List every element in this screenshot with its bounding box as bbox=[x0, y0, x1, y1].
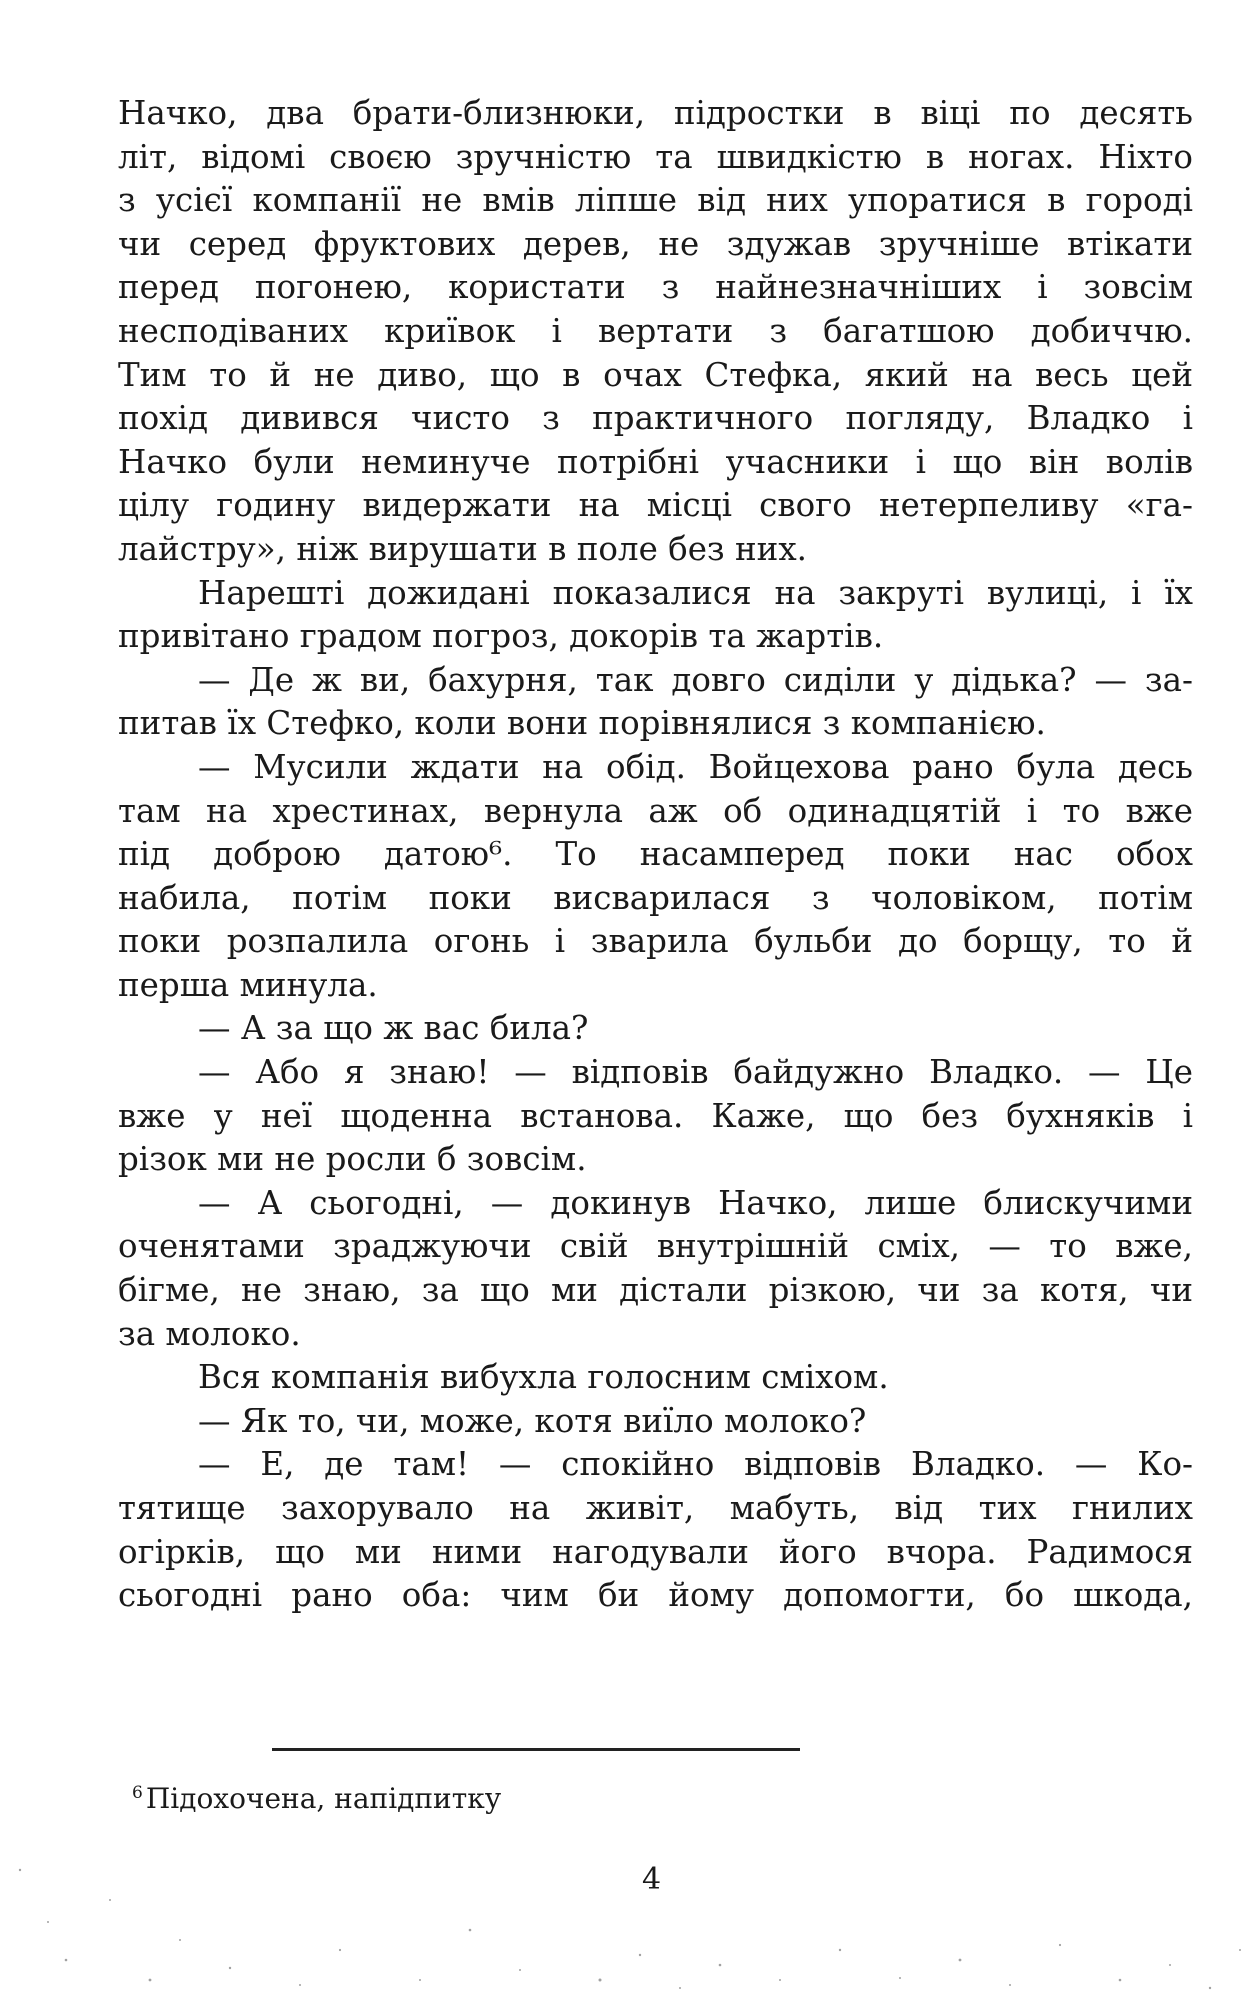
text-line: чи серед фруктових дерев, не здужав зручніше втікати bbox=[118, 224, 1193, 263]
text-line: несподіваних криївок і вертати з багатшою добиччю. bbox=[118, 311, 1193, 350]
text-line: вже у неї щоденна встанова. Каже, що без бухняків і bbox=[118, 1096, 1193, 1135]
text-line: літ, відомі своєю зручністю та швидкістю в ногах. Ніхто bbox=[118, 137, 1193, 176]
scan-noise bbox=[0, 1830, 1257, 1996]
text-line: з усієї компанії не вмів ліпше від них упоратися в городі bbox=[118, 181, 1193, 220]
text-line: там на хрестинах, вернула аж об одинадцятій і то вже bbox=[118, 791, 1193, 830]
text-line: — Як то, чи, може, котя виїло молоко? bbox=[198, 1401, 867, 1440]
text-line: Вся компанія вибухла голосним сміхом. bbox=[198, 1358, 889, 1397]
text-line: за молоко. bbox=[118, 1314, 301, 1353]
text-line: — Е, де там! — спокійно відповів Владко. — Ко- bbox=[198, 1445, 1193, 1484]
text-line: лайстру», ніж вирушати в поле без них. bbox=[118, 529, 807, 568]
text-line: Начко були неминуче потрібні учасники і що він волів bbox=[118, 442, 1193, 481]
text-line: оченятами зраджуючи свій внутрішній сміх, — то вже, bbox=[118, 1227, 1193, 1266]
text-line: — Або я знаю! — відповів байдужно Владко. — Це bbox=[198, 1053, 1193, 1092]
text-line: набила, потім поки висварилася з чоловіком, потім bbox=[118, 878, 1193, 917]
text-line: цілу годину видержати на місці свого нетерпеливу «га- bbox=[118, 486, 1193, 525]
text-line: різок ми не росли б зовсім. bbox=[118, 1140, 587, 1179]
text-line: під доброю датою⁶. То насамперед поки нас обох bbox=[118, 835, 1193, 874]
footnote-text: Підохочена, напідпитку bbox=[145, 1782, 502, 1815]
footnote-marker: 6 bbox=[132, 1783, 143, 1803]
footnote bbox=[132, 1782, 501, 1815]
text-line: тятище захорувало на живіт, мабуть, від тих гнилих bbox=[118, 1489, 1193, 1527]
text-line: — А за що ж вас била? bbox=[198, 1009, 589, 1048]
text-line: поки розпалила огонь і зварила бульби до борщу, то й bbox=[118, 922, 1193, 961]
text-line: Нарешті дожидані показалися на закруті вулиці, і їх bbox=[198, 573, 1193, 612]
main-text bbox=[118, 92, 1193, 1618]
footnote-divider bbox=[272, 1748, 800, 1751]
text-line: привітано градом погроз, докорів та жартів. bbox=[118, 617, 884, 656]
text-line: — Мусили ждати на обід. Войцехова рано була десь bbox=[198, 747, 1193, 786]
text-line: огірків, що ми ними нагодували його вчора. Радимося bbox=[118, 1532, 1193, 1571]
text-line: похід дивився чисто з практичного погляду, Владко і bbox=[118, 399, 1193, 438]
text-line: — А сьогодні, — докинув Начко, лише блискучими bbox=[198, 1183, 1193, 1222]
text-line: Тим то й не диво, що в очах Стефка, який на весь цей bbox=[118, 355, 1193, 394]
text-line: Начко, два брати-близнюки, підростки в віці по десять bbox=[118, 94, 1193, 132]
text-line: бігме, не знаю, за що ми дістали різкою, чи за котя, чи bbox=[118, 1271, 1193, 1310]
text-line: питав їх Стефко, коли вони порівнялися з компанією. bbox=[118, 704, 1046, 743]
text-line: сьогодні рано оба: чим би йому допомогти, бо шкода, bbox=[118, 1576, 1193, 1615]
text-line: — Де ж ви, бахурня, так довго сиділи у дідька? — за- bbox=[198, 660, 1193, 699]
text-line: перша минула. bbox=[118, 965, 378, 1004]
text-line: перед погонею, користати з найнезначніших і зовсім bbox=[118, 268, 1193, 307]
page-number: 4 bbox=[642, 1862, 662, 1897]
